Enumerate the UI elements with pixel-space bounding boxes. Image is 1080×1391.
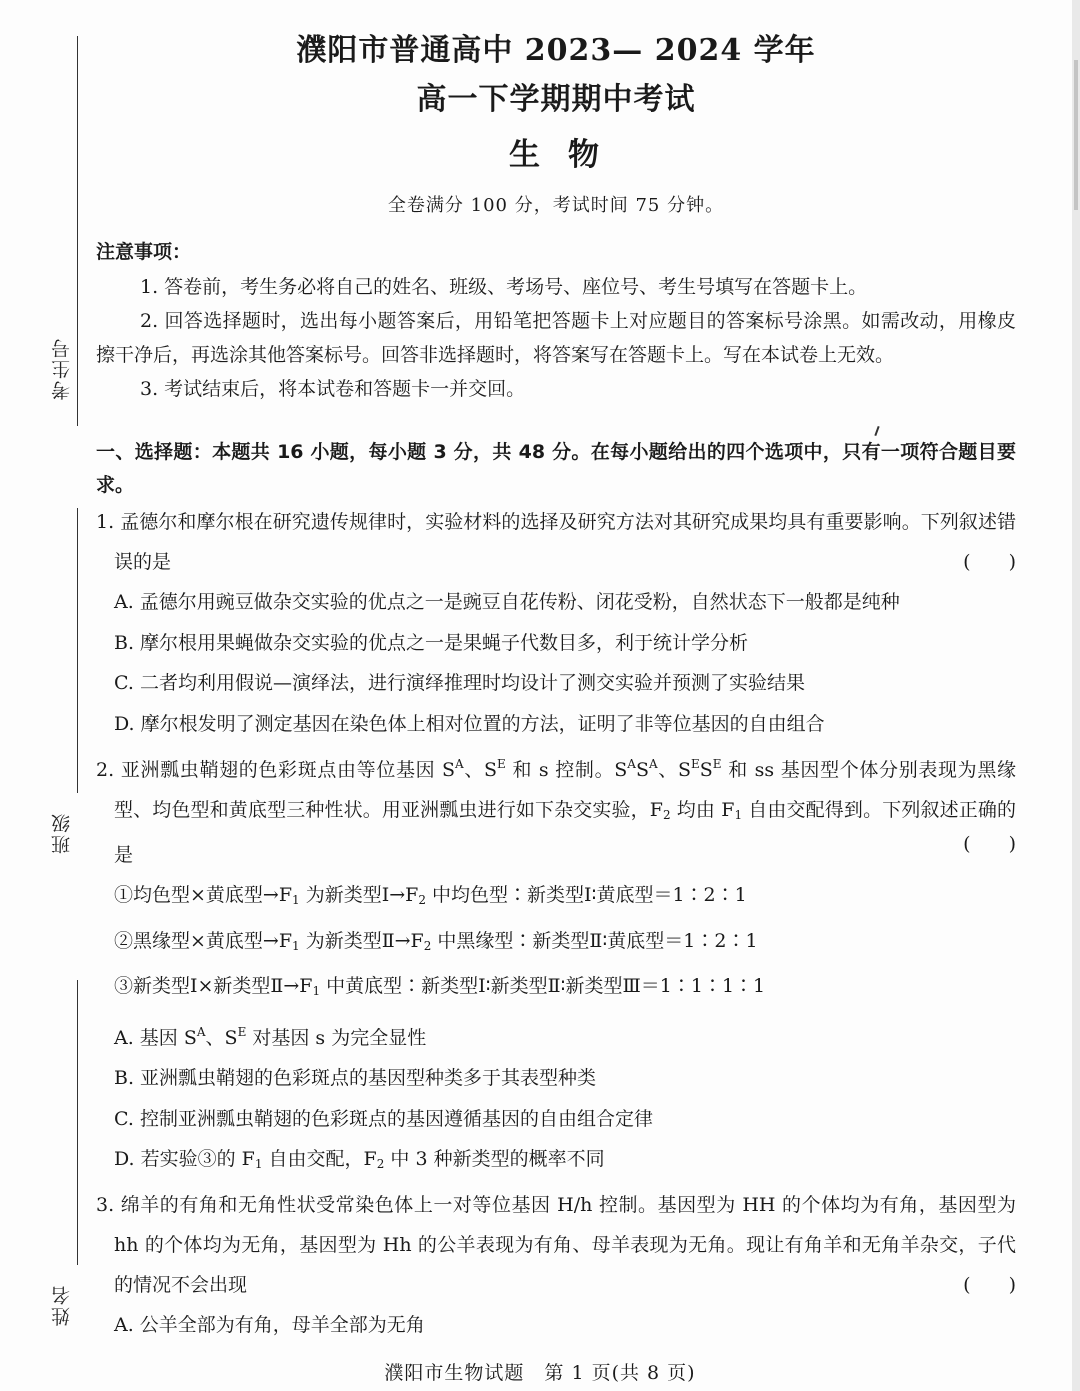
scan-edge xyxy=(1072,0,1080,1391)
binding-line xyxy=(77,508,78,793)
name-label: 姓名 xyxy=(51,1284,73,1326)
class-label: 班级 xyxy=(51,812,73,854)
question-stem xyxy=(96,1185,1016,1305)
page-footer: 濮阳市生物试题 第 1 页(共 8 页) xyxy=(384,1362,696,1384)
exam-info: 全卷满分 100 分，考试时间 75 分钟。 xyxy=(387,195,725,216)
option-c: C. 二者均利用假说—演绎法，进行演绎推理时均设计了测交实验并预测了实验结果 xyxy=(114,672,805,694)
subject-title: 生物 xyxy=(509,137,627,173)
binding-line xyxy=(77,980,78,1265)
option-c: C. 控制亚洲瓢虫鞘翅的色彩斑点的基因遵循基因的自由组合定律 xyxy=(114,1107,653,1130)
question-text: 1. 孟德尔和摩尔根在研究遗传规律时，实验材料的选择及研究方法对其研究成果均具有重要影响。下列叙述错误的是 xyxy=(96,511,1016,573)
page-content xyxy=(96,28,1016,1345)
binding-line xyxy=(77,36,78,426)
binding-margin xyxy=(0,0,90,1391)
question-stem xyxy=(96,502,1016,582)
answer-bracket: ( ) xyxy=(963,1273,1016,1296)
option-b: B. 亚洲瓢虫鞘翅的色彩斑点的基因型种类多于其表型种类 xyxy=(114,1067,597,1089)
experiment-2: ②黑缘型×黄底型$\to F_1$ 为新类型$Ⅱ\to F_2$ 中黑缘型∶新类型Ⅱ∶黄底型＝1∶2∶1 xyxy=(114,929,758,953)
question-2 xyxy=(96,744,1016,875)
answer-bracket: ( ) xyxy=(963,551,1016,573)
option-a: A. 公羊全部为有角，母羊全部为无角 xyxy=(114,1313,425,1336)
question-stem: 2. 亚洲瓢虫鞘翅的色彩斑点由等位基因 $S^A$、$S^E$ 和 s 控制。$S^AS^A$、$S^ES^E$ 和 ss 基因型个体分别表现为黑缘型、均色型和黄底型三种性状。用亚洲瓢虫进行如下杂交实验，$F_2$ 均由 $F_1$ 自由交配得到。下列叙述正确的是 xyxy=(96,757,1017,866)
experiment-1: ①均色型×黄底型$\to F_1$ 为新类型$Ⅰ\to F_2$ 中均色型∶新类型Ⅰ∶黄底型＝1∶2∶1 xyxy=(114,884,747,907)
option-a: A. 基因 $S^A$、$S^E$ 对基因 s 为完全显性 xyxy=(114,1024,427,1049)
section-heading: 一、选择题：本题共 16 小题，每小题 3 分，共 48 分。在每小题给出的四个选项中，只有一项符合题目要求。 xyxy=(96,441,1016,496)
option-d: D. 摩尔根发明了测定基因在染色体上相对位置的方法，证明了非等位基因的自由组合 xyxy=(114,712,825,735)
option-d: D. 若实验③的 $F_1$ 自由交配，$F_2$ 中 3 种新类型的概率不同 xyxy=(114,1148,605,1171)
question-3 xyxy=(96,1185,1016,1305)
question-text: 3. 绵羊的有角和无角性状受常染色体上一对等位基因 H/h 控制。基因型为 HH 的个体均为有角，基因型为 hh 的个体均为无角，基因型为 Hh 的公羊表现为有角、母羊表现为无角。现让有角羊和无角羊杂交，子代的情况不会出现 xyxy=(96,1193,1016,1296)
option-b: B. 摩尔根用果蝇做杂交实验的优点之一是果蝇子代数目多，利于统计学分析 xyxy=(114,631,749,654)
note-item: 1. 答卷前，考生务必将自己的姓名、班级、考场号、座位号、考生号填写在答题卡上。 xyxy=(140,276,868,298)
answer-bracket: ( ) xyxy=(963,833,1016,855)
note-item: 3. 考试结束后，将本试卷和答题卡一并交回。 xyxy=(140,378,526,400)
exam-number-label: 考生号 xyxy=(51,337,73,400)
experiment-3: ③新类型Ⅰ×新类型$Ⅱ\to F_1$ 中黄底型∶新类型Ⅰ∶新类型Ⅱ∶新类型Ⅲ＝1∶1∶1∶1 xyxy=(114,975,766,998)
exam-title-line2: 高一下学期期中考试 xyxy=(416,82,696,117)
question-1 xyxy=(96,502,1016,582)
option-a: A. 孟德尔用豌豆做杂交实验的优点之一是豌豆自花传粉、闭花受粉，自然状态下一般都是纯种 xyxy=(114,591,900,613)
exam-title-line1: 濮阳市普通高中 2023— 2024 学年 xyxy=(296,33,816,68)
note-item: 2. 回答选择题时，选出每小题答案后，用铅笔把答题卡上对应题目的答案标号涂黑。如需改动，用橡皮擦干净后，再选涂其他答案标号。回答非选择题时，将答案写在答题卡上。写在本试卷上无效。 xyxy=(96,310,1016,366)
notes-heading: 注意事项： xyxy=(96,241,192,263)
